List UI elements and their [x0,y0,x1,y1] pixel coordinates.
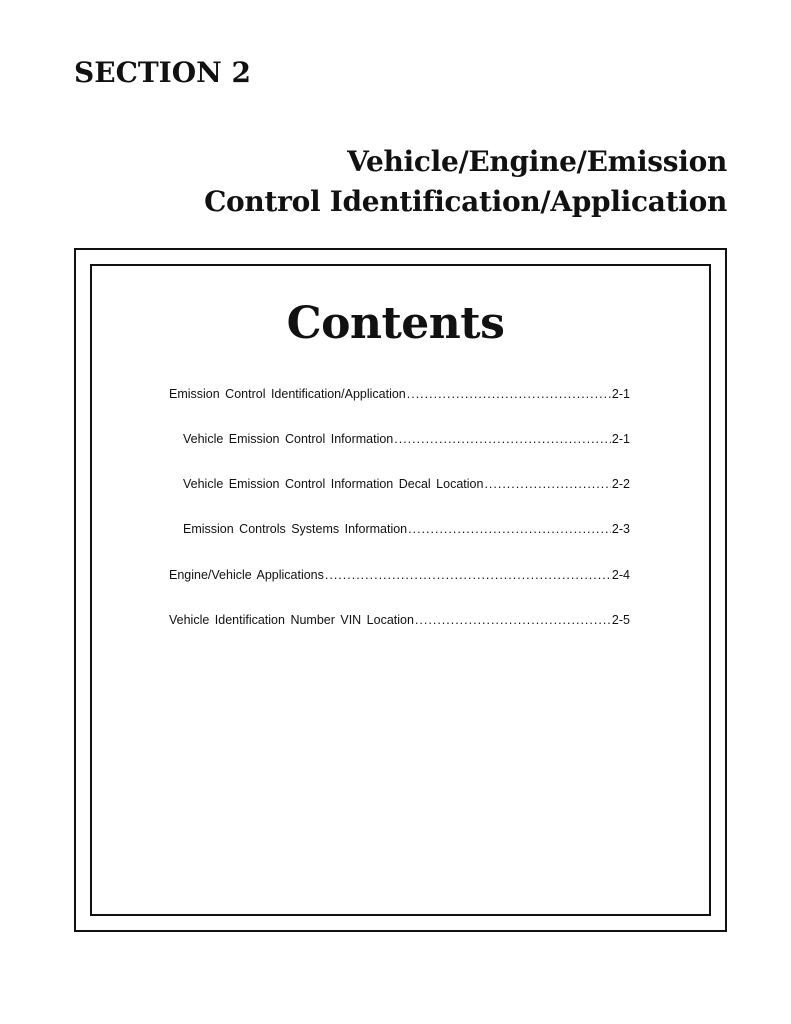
toc-entry[interactable] [183,522,630,536]
toc-entry-page: 2-2 [611,477,630,491]
toc-entry-label: Emission Control Identification/Application [169,387,406,401]
toc-entry[interactable] [169,613,630,627]
dot-leader [394,432,611,446]
toc-entry-label: Engine/Vehicle Applications [169,568,324,582]
page-title [204,142,727,222]
toc-entry[interactable] [183,432,630,446]
toc-entry[interactable] [169,568,630,582]
toc-entry-page: 2-3 [611,522,630,536]
toc-entry[interactable] [169,387,630,401]
toc-entry-page: 2-1 [611,432,630,446]
section-heading: SECTION 2 [74,56,251,89]
toc-entry-label: Vehicle Emission Control Information [183,432,394,446]
toc-entry-page: 2-1 [611,387,630,401]
toc-entry-label: Vehicle Emission Control Information Decal Location [183,477,484,491]
dot-leader [415,613,611,627]
toc-entry-page: 2-4 [611,568,630,582]
dot-leader [408,522,611,536]
toc-entry-label: Emission Controls Systems Information [183,522,408,536]
toc-entry-label: Vehicle Identification Number VIN Location [169,613,414,627]
title-line-2: Control Identification/Application [204,185,727,218]
inner-frame [90,264,711,916]
toc-entry[interactable] [183,477,630,491]
dot-leader [407,387,611,401]
dot-leader [484,477,610,491]
toc-entry-page: 2-5 [611,613,630,627]
contents-heading: Contents [286,298,505,349]
title-line-1: Vehicle/Engine/Emission [347,145,727,178]
dot-leader [325,568,611,582]
